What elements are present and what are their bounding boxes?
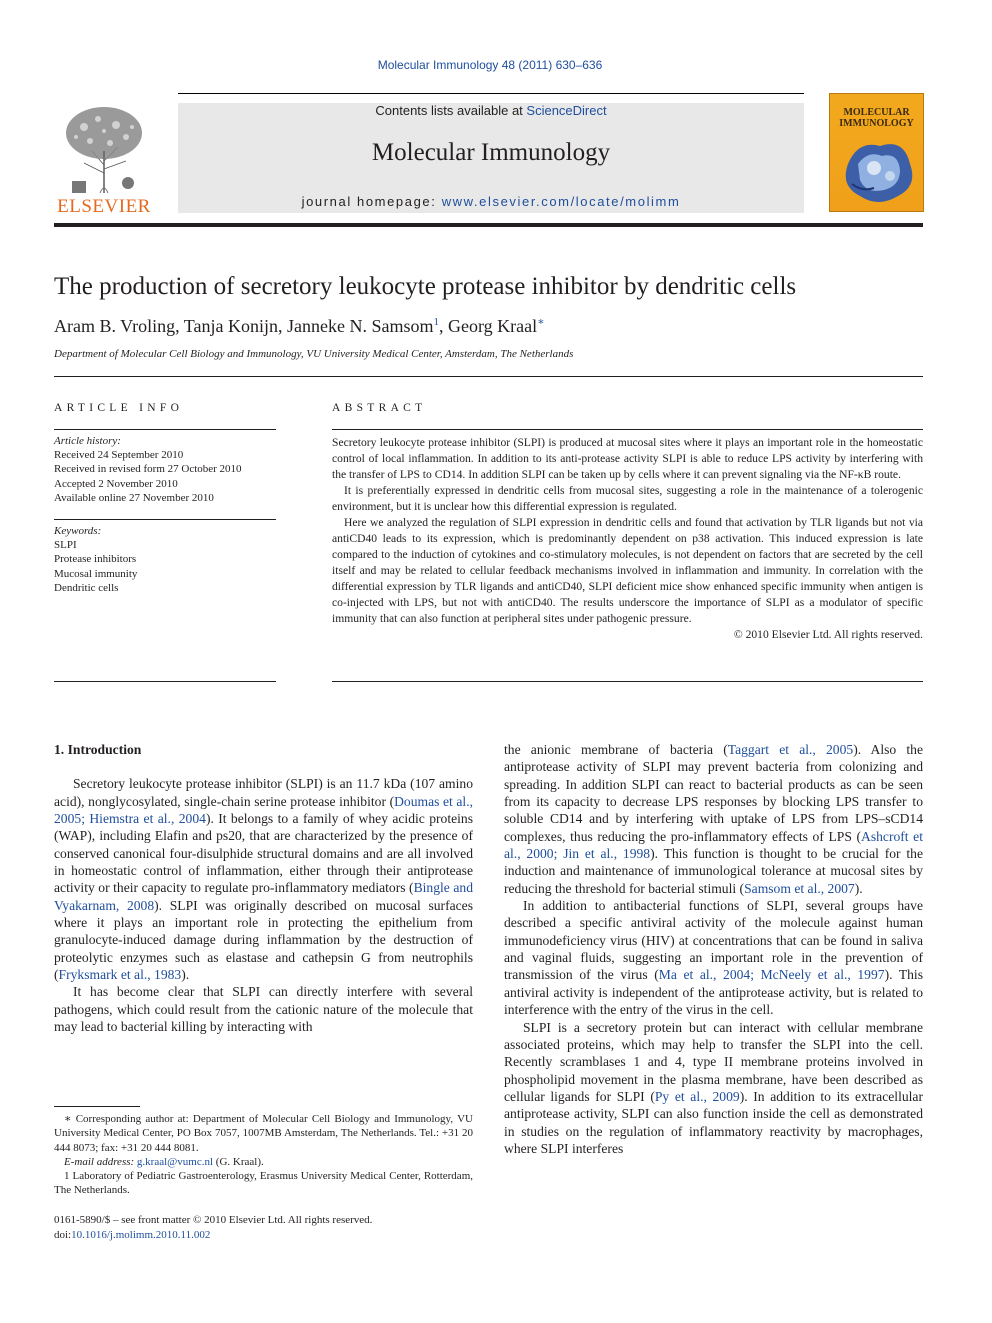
citation-link[interactable]: Fryksmark et al., 1983 [58,967,182,983]
body-paragraph: SLPI is a secretory protein but can interact with cellular membrane associated proteins, which may help to transfer the SLPI into the cell. Recently scramblases 1 and 4, type II membrane proteins involved in phospholipid movement in the plasma membrane, have been described as cellular ligands for SLPI (Py et al., 2009). In addition to its extracellular antiprotease activity, SLPI can also function inside the cell as demonstrated in studies on the regulation of inflammatory reactivity by macrophages, where SLPI interferes [504,1019,923,1156]
homepage-line [178,194,804,209]
corresponding-author-note: ∗ Corresponding author at: Department of Molecular Cell Biology and Immunology, VU University Medical Center, PO Box 7057, 1007MB Amsterdam, The Netherlands. Tel.: +31 20 444 8073; fax: +31 20 444 8081. [54,1113,473,1154]
doi-link[interactable]: 10.1016/j.molimm.2010.11.002 [71,1228,211,1241]
email-note: E-mail address: g.kraal@vumc.nl (G. Kraal). [64,1155,264,1168]
journal-name: Molecular Immunology [371,139,611,166]
body-paragraph-continued: the anionic membrane of bacteria (Taggart et al., 2005). Also the antiprotease activity of SLPI may prevent bacteria from colonizing and spreading. In addition SLPI can react to bacterial products as can be seen from its capacity to decrease LPS responses by blocking LPS transfer to soluble CD14 and by interfering with uptake of LPS from LPS–sCD14 complexes, thus reducing the pro-inflammatory effects of LPS (Ashcroft et al., 2000; Jin et al., 1998). This function is thought to be crucial for the induction and maintenance of immunological tolerance at mucosal sites by reducing the threshold for bacterial stimuli (Samsom et al., 2007). [504,742,924,896]
citation-link[interactable]: Doumas et al., 2005; Hiemstra et al., 2004 [54,793,474,827]
author: Janneke N. Samsom$^1$, [286,316,448,336]
divider [54,376,923,377]
body-column-right [504,741,923,1157]
article-info-heading: ARTICLE INFO [54,402,184,414]
keywords-label: Keywords: [54,525,102,537]
citation-link[interactable]: Taggart et al., 2005 [727,742,854,757]
journal-citation[interactable]: Molecular Immunology 48 (2011) 630–636 [377,58,603,72]
divider [332,681,923,682]
abstract-paragraph: Here we analyzed the regulation of SLPI expression in dendritic cells and found that activation by TLR ligands but not via antiCD40 leads to its expression, which is predominantly dependent on p38 activation. This induced expression is late compared to the induction of cytokines and co-stimulatory molecules, is not dependent on factors that are secreted by the cell itself and may be related to cellular feedback mechanisms involved in inflammation and immunity. In correlation with the differential expression by TLR ligands and antiCD40, SLPI deficient mice show enhanced specific immunity when antigen is co-injected with LPS, but not with antiCD40. The results underscore the importance of SLPI as a modulator of specific immunity that can also function at peripheral sites under pathogenic pressure. [332,516,923,625]
section-heading-introduction: 1. Introduction [54,742,142,757]
history-label: Article history: [54,435,121,447]
divider [54,519,276,520]
citation-link[interactable]: Ma et al., 2004; McNeely et al., 1997 [658,967,885,983]
keyword: Mucosal immunity [54,567,138,580]
issn-doi [54,1213,372,1242]
author: Aram B. Vroling, [54,316,184,336]
paper-title: The production of secretory leukocyte protease inhibitor by dendritic cells [54,273,797,300]
abstract-heading: ABSTRACT [332,402,427,414]
author: Georg Kraal∗ [447,316,545,336]
corresponding-author-mark[interactable]: ∗ [537,316,545,328]
keyword: SLPI [54,539,77,552]
affiliation: Department of Molecular Cell Biology and Immunology, VU University Medical Center, Amsterdam, The Netherlands [54,348,574,360]
contents-line [178,103,804,118]
citation-link[interactable]: Py et al., 2009 [654,1088,740,1104]
journal-header-box [178,103,804,213]
history-item: Accepted 2 November 2010 [54,477,178,490]
keyword: Dendritic cells [54,581,119,594]
article-history [54,434,276,505]
history-item: Received 24 September 2010 [54,449,184,462]
issn-line: 0161-5890/$ – see front matter © 2010 Elsevier Ltd. All rights reserved. [54,1214,373,1226]
divider [54,681,276,682]
abstract-text [332,435,923,643]
citation-link[interactable]: Ashcroft et al., 2000; Jin et al., 1998 [504,828,923,862]
footnote-rule [54,1106,140,1107]
divider [54,429,276,430]
contents-prefix: Contents lists available at [375,103,527,118]
divider [332,429,923,430]
body-paragraph: Secretory leukocyte protease inhibitor (SLPI) is an 11.7 kDa (107 amino acid), nonglycosylated, single-chain serine protease inhibitor (Doumas et al., 2005; Hiemstra et al., 2004). It belongs to a family of whey acidic proteins (WAP), including Elafin and ps20, that are characterized by the presence of conserved canonical four-disulphide structural domains and are all involved in homeostatic control of inflammation, either through their antiprotease activity or their capacity to regulate pro-inflammatory mediators (Bingle and Vyakarnam, 2008). SLPI was originally described on mucosal surfaces where it plays an important role in protecting the epithelium from granulocyte-induced damage during inflammation by the destruction of proteolytic enzymes such as elastase and cathepsin G from neutrophils (Fryksmark et al., 1983). [54,776,474,983]
footnotes [54,1112,473,1198]
citation-link[interactable]: Samsom et al., 2007 [744,880,855,896]
publisher-wordmark: ELSEVIER [57,196,151,217]
homepage-prefix: journal homepage: [301,194,442,209]
keywords [54,524,276,595]
keyword: Protease inhibitors [54,553,137,566]
body-paragraph: In addition to antibacterial functions of SLPI, several groups have described a specific antiviral activity of the molecule against human immunodeficiency virus (HIV) at concentrations that can be found in saliva and vaginal fluids, suggesting an important role in the prevention of transmission of the virus (Ma et al., 2004; McNeely et al., 1997). This antiviral activity is independent of the antiprotease activity, but is related to interference with the entry of the virus in the cell. [504,898,923,1018]
sciencedirect-link[interactable]: ScienceDirect [526,103,607,118]
citation-link[interactable]: Bingle and Vyakarnam, 2008 [54,880,473,913]
author: Tanja Konijn, [183,316,287,336]
cover-title: MOLECULAR IMMUNOLOGY [839,107,914,129]
abstract-copyright: © 2010 Elsevier Ltd. All rights reserved. [733,628,923,641]
abstract-paragraph: Secretory leukocyte protease inhibitor (SLPI) is produced at mucosal sites where it plays an important role in the homeostatic control of local inflammation. In addition to its anti-protease activity SLPI is able to reduce LPS activity by interfering with the transfer of LPS to CD14. In addition SLPI can be taken up by cells where it can prevent signaling via the NF-κB route. [332,436,923,481]
email-link[interactable]: g.kraal@vumc.nl [136,1155,214,1168]
history-item: Received in revised form 27 October 2010 [54,463,242,476]
history-item: Available online 27 November 2010 [54,491,214,504]
cover-molecule-art [838,134,918,208]
affiliation-note: 1 Laboratory of Pediatric Gastroenterology, Erasmus University Medical Center, Rotterdam, The Netherlands. [54,1170,473,1197]
body-column-left [54,741,473,1036]
journal-cover-image [829,93,924,212]
author-footnote-mark[interactable]: 1 [433,316,439,328]
abstract-paragraph: It is preferentially expressed in dendritic cells from mucosal sites, suggesting a role in the maintenance of a tolerogenic environment, but it is unclear how this differential expression is regulated. [332,484,923,513]
homepage-link[interactable]: www.elsevier.com/locate/molimm [441,194,681,209]
doi-line: doi:10.1016/j.molimm.2010.11.002 [54,1228,211,1241]
header-thick-rule [54,223,923,227]
body-paragraph: It has become clear that SLPI can directly interfere with several pathogens, which could result from the cationic nature of the molecule that may lead to bacterial killing by interacting with [54,984,473,1035]
author-list [54,315,545,337]
header-rule [178,93,804,94]
